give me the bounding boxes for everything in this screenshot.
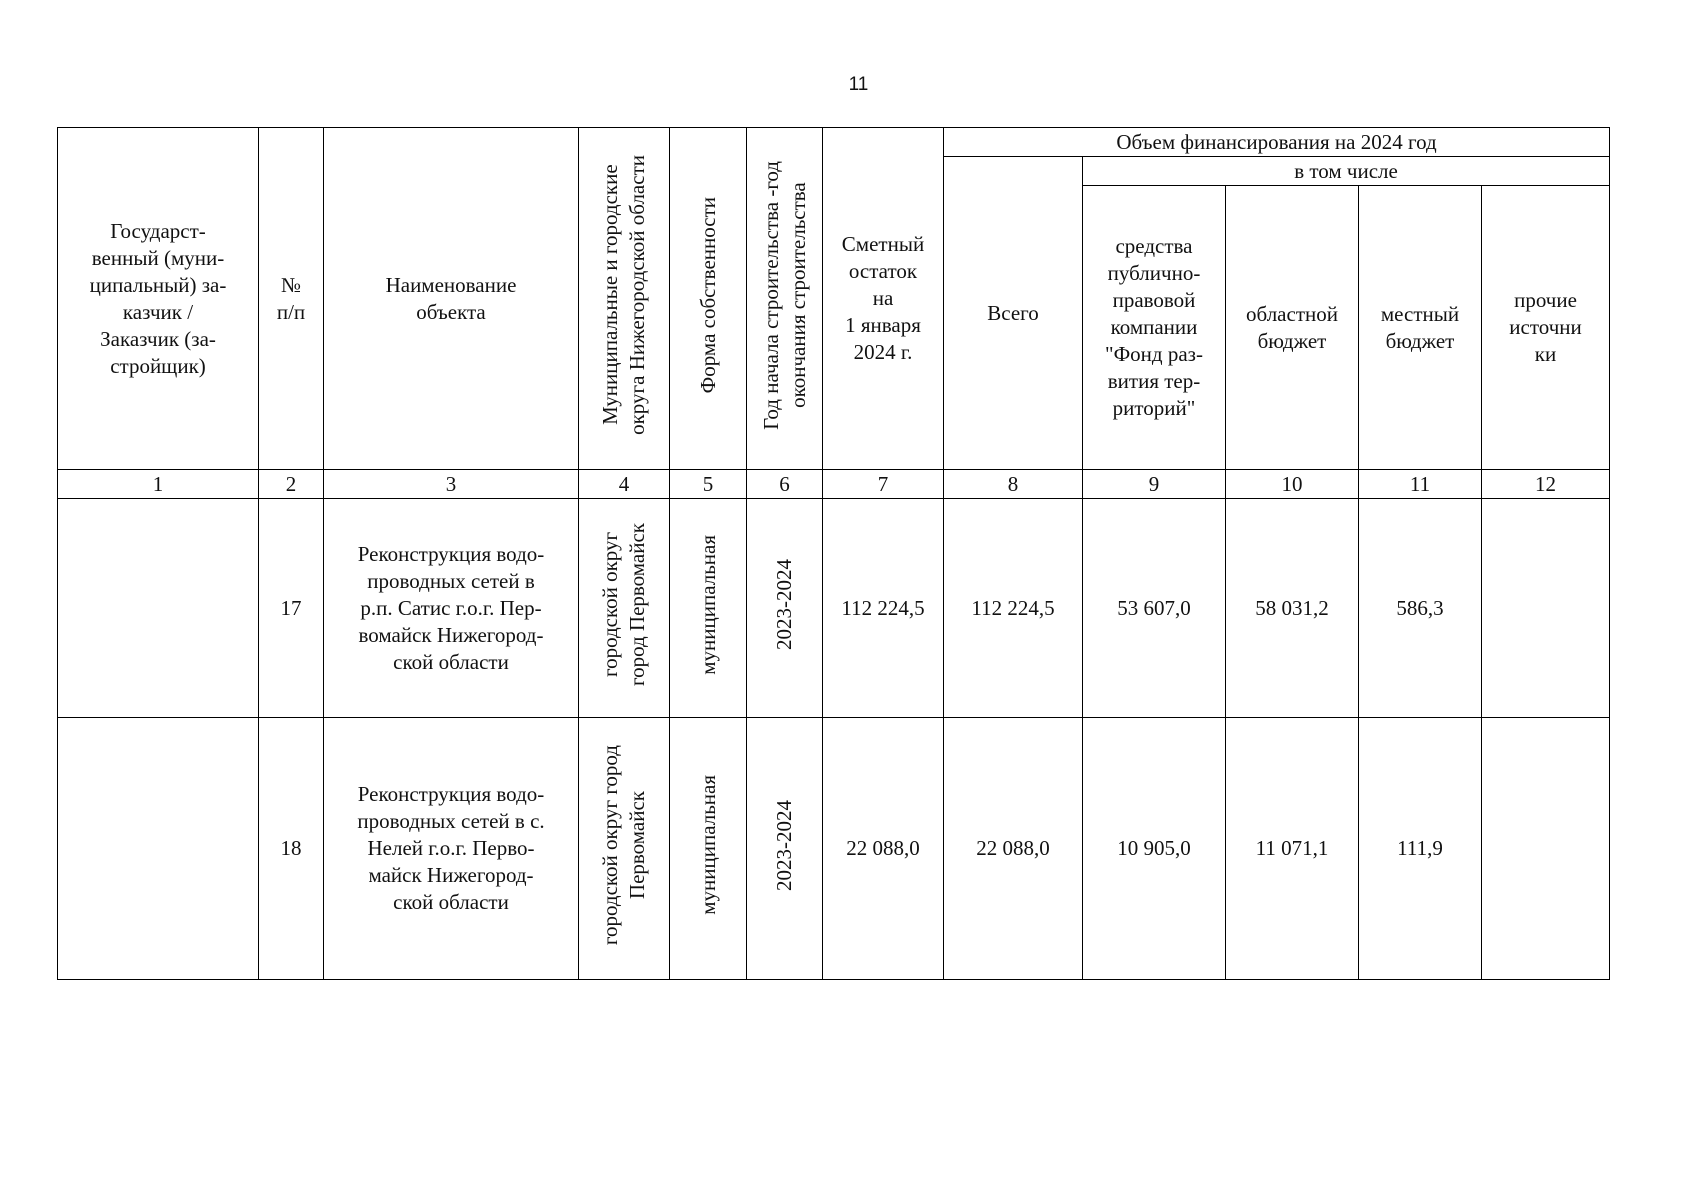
header-customer: Государст- венный (муни- ципальный) за- казчик / Заказчик (за- стройщик) (58, 128, 259, 470)
page-number: 11 (848, 74, 869, 95)
cell-fund: 53 607,0 (1083, 499, 1226, 718)
column-number: 7 (823, 470, 944, 499)
cell-regional: 11 071,1 (1226, 718, 1359, 980)
cell-ownership (670, 718, 747, 980)
cell-number: 18 (259, 718, 324, 980)
header-regional-budget: областной бюджет (1226, 186, 1359, 470)
ownership-text: муниципальная (695, 775, 720, 915)
header-including: в том числе (1083, 157, 1610, 186)
ownership-text: муниципальная (695, 534, 720, 675)
financing-table (57, 127, 1610, 980)
table-row (58, 499, 1610, 718)
cell-customer (58, 499, 259, 718)
table-row (58, 718, 1610, 980)
cell-remainder: 112 224,5 (823, 499, 944, 718)
header-number: № п/п (259, 128, 324, 470)
years-text: 2023-2024 (772, 559, 796, 650)
cell-customer (58, 718, 259, 980)
header-object-name: Наименование объекта (324, 128, 579, 470)
cell-remainder: 22 088,0 (823, 718, 944, 980)
cell-total: 112 224,5 (944, 499, 1083, 718)
column-number: 11 (1359, 470, 1482, 499)
cell-other (1482, 718, 1610, 980)
column-numbers-row (58, 470, 1610, 499)
district-text: городской округ город Первомайск (598, 744, 649, 946)
cell-number: 17 (259, 499, 324, 718)
cell-local: 111,9 (1359, 718, 1482, 980)
cell-object-name: Реконструкция водо- проводных сетей в р.п. Сатис г.о.г. Пер- вомайск Нижегород- ской области (324, 499, 579, 718)
column-number: 12 (1482, 470, 1610, 499)
cell-years (747, 499, 823, 718)
column-number: 3 (324, 470, 579, 499)
cell-object-name: Реконструкция водо- проводных сетей в с. Нелей г.о.г. Перво- майск Нижегород- ской области (324, 718, 579, 980)
header-funding-title: Объем финансирования на 2024 год (944, 128, 1610, 157)
header-years-cell (747, 128, 823, 470)
header-district: Муниципальные и городские округа Нижегородской области (598, 155, 649, 435)
cell-years (747, 718, 823, 980)
cell-total: 22 088,0 (944, 718, 1083, 980)
cell-district (579, 718, 670, 980)
header-ownership-cell (670, 128, 747, 470)
column-number: 8 (944, 470, 1083, 499)
cell-local: 586,3 (1359, 499, 1482, 718)
header-total: Всего (944, 157, 1083, 470)
header-local-budget: местный бюджет (1359, 186, 1482, 470)
years-text: 2023-2024 (772, 799, 796, 891)
cell-fund: 10 905,0 (1083, 718, 1226, 980)
header-other-sources: прочие источни ки (1482, 186, 1610, 470)
column-number: 1 (58, 470, 259, 499)
column-number: 2 (259, 470, 324, 499)
header-row (58, 128, 1610, 157)
header-fund: средства публично- правовой компании "Фонд раз- вития тер- риторий" (1083, 186, 1226, 470)
header-ownership: Форма собственности (695, 196, 720, 394)
header-years: Год начала строительства -год окончания строительства (758, 160, 810, 430)
column-number: 4 (579, 470, 670, 499)
column-number: 6 (747, 470, 823, 499)
district-text: городской округ город Первомайск (598, 522, 649, 686)
cell-other (1482, 499, 1610, 718)
cell-regional: 58 031,2 (1226, 499, 1359, 718)
column-number: 5 (670, 470, 747, 499)
header-estimate-remainder: Сметный остаток на 1 января 2024 г. (823, 128, 944, 470)
column-number: 10 (1226, 470, 1359, 499)
header-district-cell (579, 128, 670, 470)
cell-district (579, 499, 670, 718)
column-number: 9 (1083, 470, 1226, 499)
cell-ownership (670, 499, 747, 718)
